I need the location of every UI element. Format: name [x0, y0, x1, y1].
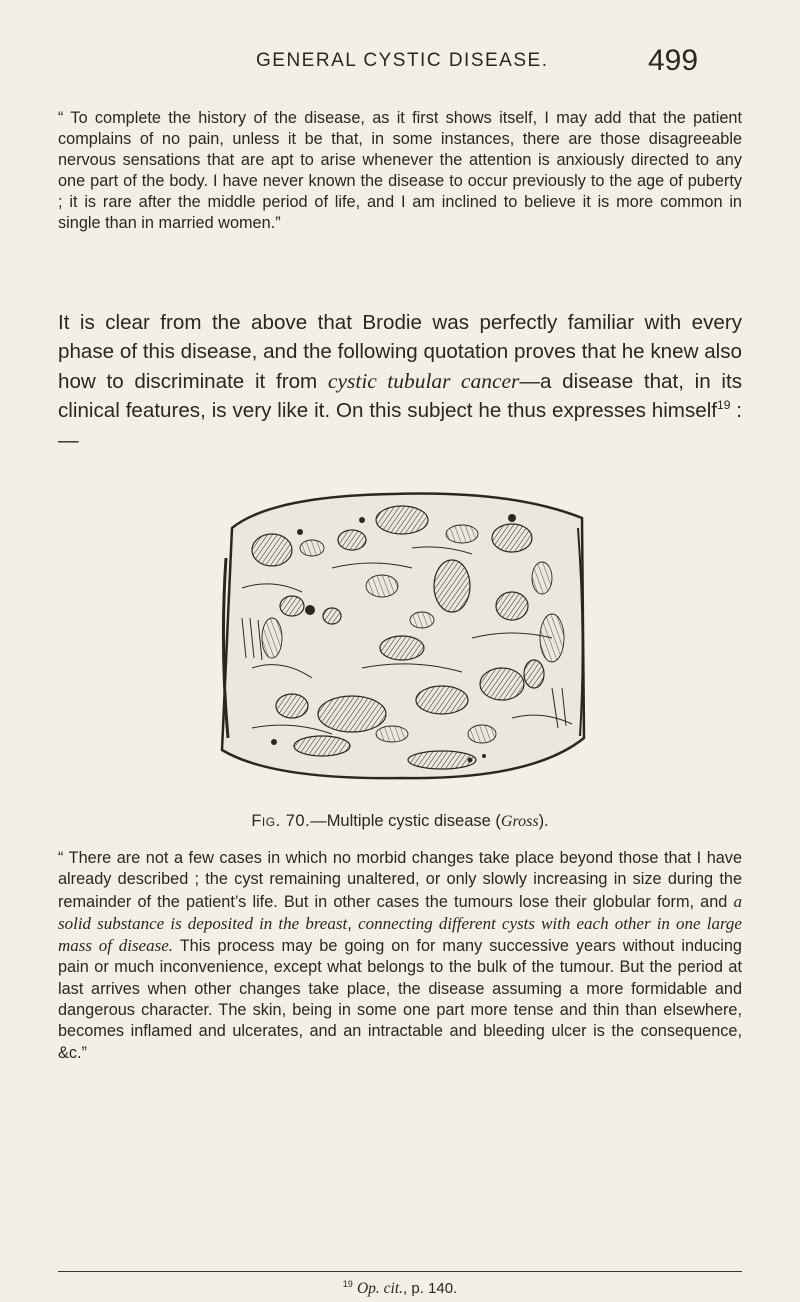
page-number: 499 — [648, 44, 699, 77]
body-text-2: —a disease that, in its clinical features, is very like it. On this subject he thus expresses himself — [58, 369, 742, 423]
body-text-3: :— — [58, 399, 742, 452]
caption-source: Gross — [500, 813, 539, 830]
body-text-1: It is clear from the above that Brodie was perfectly familiar with every phase of this disease, and the following quotation proves that he knew also how to discriminate it from — [58, 311, 742, 393]
footnote — [0, 1280, 800, 1298]
quote-2-italic-1: a solid substance is deposited in the breast — [58, 891, 742, 933]
quote-2-italic-2: connecting different cysts with each other in one large mass of disease. — [58, 913, 742, 956]
footnote-divider — [58, 1271, 742, 1272]
quote-2-text-2: , — [347, 914, 359, 933]
footnote-text: , p. 140. — [403, 1280, 458, 1297]
quote-2-text-3: This process may be going on for many successive years without inducing pain or much inconvenience, except what belongs to the bulk of the tumour. But the period at last arrives when other changes take place, the disease assuming a more formidable and dangerous character. The skin, being in some one part more tense and thin than elsewhere, becomes inflamed and ulcerates, and an intractable and bleeding ulcer is the consequence, &c.” — [58, 937, 742, 1062]
footnote-marker: 19 — [342, 1279, 353, 1289]
footnote-reference: 19 — [717, 398, 731, 413]
quote-2-text-1: “ There are not a few cases in which no morbid changes take place beyond those that I have already described ; the cyst remaining unaltered, or only slowly increasing in size during the remainder of the patient’s life. But in other cases the tumours lose their globular form, and — [58, 849, 742, 911]
footnote-italic: Op. cit. — [356, 1280, 404, 1297]
running-head: GENERAL CYSTIC DISEASE. — [256, 50, 549, 71]
cystic-disease-engraving — [212, 488, 589, 783]
figure-label: Fig. 70. — [251, 812, 311, 830]
figure-illustration — [212, 488, 589, 783]
figure-caption — [0, 812, 800, 831]
caption-end: ). — [538, 812, 549, 830]
body-paragraph — [58, 308, 742, 455]
body-italic-term: cystic tubular cancer — [327, 368, 520, 393]
quote-paragraph-1: “ To complete the history of the disease, as it first shows itself, I may add that the patient complains of no pain, unless it be that, in some instances, there are those disagreeable nervous sensations that are apt to arise whenever the attention is anxiously directed to any one part of the body. I have never known the disease to occur previously to the age of puberty ; it is rare after the middle period of life, and I am inclined to believe it is more common in single than in married women.” — [58, 109, 742, 233]
quote-paragraph-2 — [58, 848, 742, 1064]
caption-text: —Multiple cystic disease ( — [310, 812, 501, 830]
